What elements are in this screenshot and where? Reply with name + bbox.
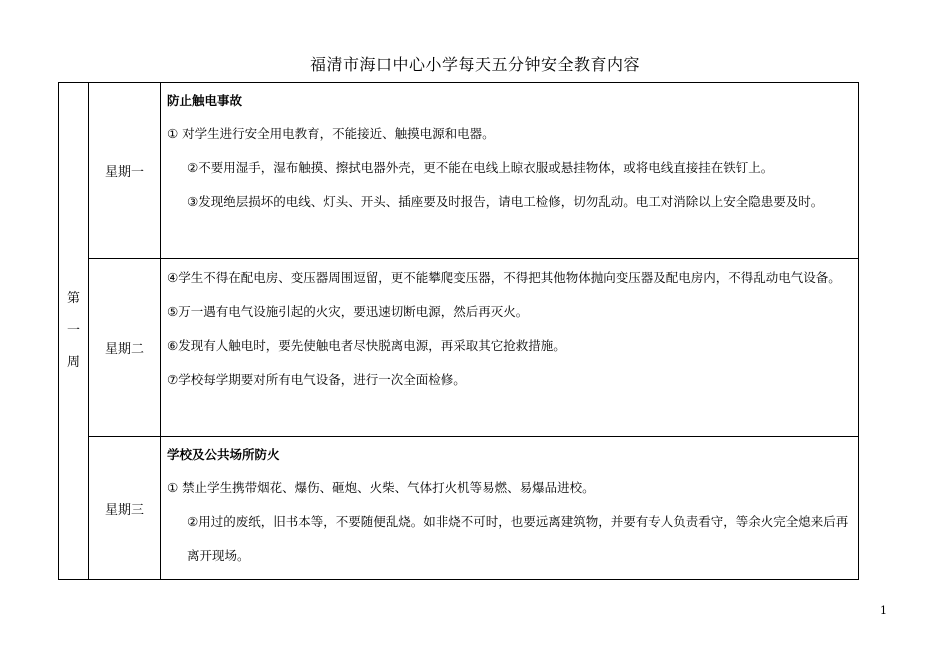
safety-schedule-table <box>58 82 859 580</box>
page-number: 1 <box>880 604 887 617</box>
day-cell-monday: 星期一 <box>89 83 161 259</box>
table-row <box>59 83 859 259</box>
content-line: ① 禁止学生携带烟花、爆伤、砸炮、火柴、气体打火机等易燃、易爆品进校。 <box>167 480 595 495</box>
content-cell-tuesday <box>161 259 859 437</box>
week-char: 一 <box>66 323 80 338</box>
content-line: ① 对学生进行安全用电教育，不能接近、触摸电源和电器。 <box>167 126 495 141</box>
content-line: ⑥发现有人触电时，要先使触电者尽快脱离电源，再采取其它抢救措施。 <box>167 338 566 353</box>
content-line: ⑤万一遇有电气设施引起的火灾，要迅速切断电源，然后再灭火。 <box>167 304 529 319</box>
content-line: ③发现绝层损坏的电线、灯头、开头、插座要及时报告，请电工检修，切勿乱动。电工对消除以上安全隐患要及时。 <box>187 194 824 209</box>
table-row <box>59 259 859 437</box>
section-heading: 学校及公共场所防火 <box>167 447 280 462</box>
section-heading: 防止触电事故 <box>167 93 243 108</box>
content-line: ④学生不得在配电房、变压器周围逗留，更不能攀爬变压器，不得把其他物体抛向变压器及配电房内，不得乱动电气设备。 <box>167 270 841 285</box>
day-cell-wednesday: 星期三 <box>89 437 161 580</box>
week-char: 周 <box>66 355 80 370</box>
content-cell-monday <box>161 83 859 259</box>
table-row <box>59 437 859 580</box>
document-title: 福清市海口中心小学每天五分钟安全教育内容 <box>309 55 640 74</box>
week-char: 第 <box>66 291 80 306</box>
content-line: ⑦学校每学期要对所有电气设备，进行一次全面检修。 <box>167 372 466 387</box>
week-cell <box>59 83 89 580</box>
content-line: ②用过的废纸，旧书本等，不要随便乱烧。如非烧不可时，也要远离建筑物，并要有专人负责看守，等余火完全熄来后再离开现场。 <box>187 514 849 563</box>
day-cell-tuesday: 星期二 <box>89 259 161 437</box>
content-cell-wednesday <box>161 437 859 580</box>
content-line: ②不要用湿手，湿布触摸、擦拭电器外壳，更不能在电线上晾衣服或悬挂物体，或将电线直接挂在铁钉上。 <box>187 160 774 175</box>
